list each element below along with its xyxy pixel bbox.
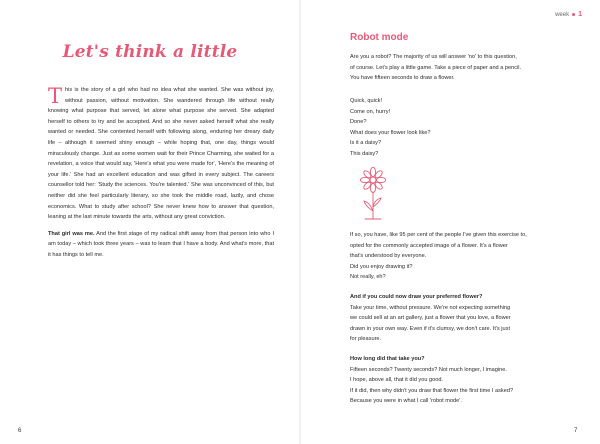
prompts-block — [350, 96, 586, 160]
after-flower-block — [350, 230, 586, 283]
intro-line: You have fifteen seconds to draw a flower. — [350, 75, 455, 82]
time-line: If it did, then why didn't you draw that flower the first time I asked? — [350, 387, 514, 394]
drop-cap: T — [48, 84, 63, 108]
daisy-drawing-icon — [356, 167, 390, 223]
prompt-line: Quick, quick! — [350, 98, 383, 104]
prompt-line: This daisy? — [350, 150, 379, 157]
right-page — [300, 0, 600, 444]
week-divider-dot — [572, 13, 575, 16]
paragraph-that-girl — [48, 229, 274, 261]
prompt-line: Is it a daisy? — [350, 140, 382, 147]
intro-line: of course. Let's play a little game. Take a piece of paper and a pencil. — [350, 64, 522, 71]
time-line: Fifteen seconds? Twenty seconds? Not much longer, I imagine. — [350, 366, 507, 373]
section-title: Robot mode — [350, 32, 409, 43]
time-line: Because you were in what I call 'robot mode'. — [350, 398, 462, 405]
intro-block — [350, 52, 586, 84]
after-flower-line: If so, you have, like 95 per cent of the people I've given this exercise to, — [350, 232, 527, 238]
prompt-line: Come on, hurry! — [350, 108, 391, 115]
time-line: I hope, above all, that it did you good. — [350, 377, 443, 384]
preferred-block — [350, 292, 586, 345]
preferred-line: drawn in your own way. Even if it's clumsy, we don't care. It's just — [350, 325, 510, 332]
body-text — [48, 85, 274, 267]
prompt-line: Done? — [350, 119, 367, 126]
page-number-right: 7 — [574, 428, 578, 434]
week-label: week — [555, 12, 570, 18]
preferred-line: we could sell at an art gallery, just a flower that you love, a flower — [350, 315, 511, 322]
story-text: his is the story of a girl who had no idea what she wanted. She was without joy, without passion, without motivation. She wandered through life without really knowing what purpose that served, let alone what purpose she served. She adapted herself to others to try and be accepted. And so she never asked herself what she really wanted or needed. She contented herself with following along, enduring her dreary daily life – although it seemed shiny enough – while hoping that, one day, things would miraculously change. Just as some women wait for their Prince Charming, she waited for a revelation, a voice that would say, 'Here's what you were made for', 'Here's the meaning of your life.' She had an excellent education and was gifted in every subject. The careers counsellor told her: 'Study the sciences. You're talented.' She was unconvinced of this, but neither did she feel particularly literary, so she took the middle road, lazily, and chose economics. What to study after school? She never knew how to answer that question, leaning at the last minute towards the arts, without any great conviction. — [48, 87, 274, 221]
after-flower-line: Did you enjoy drawing it? — [350, 263, 413, 270]
intro-line: Are you a robot? The majority of us will answer 'no' to this question, — [350, 54, 517, 60]
prompt-line: What does your flower look like? — [350, 129, 431, 136]
preferred-line: Take your time, without pressure. We're not expecting something — [350, 304, 511, 311]
page-number-left: 6 — [18, 428, 22, 434]
preferred-line: for pleasure. — [350, 336, 382, 343]
paragraph-story — [48, 85, 274, 223]
week-tag — [555, 11, 582, 18]
time-block — [350, 354, 586, 407]
after-flower-line: Not really, eh? — [350, 274, 386, 281]
emphasis-text: That girl was me. — [48, 230, 95, 237]
after-flower-line: that's understood by everyone. — [350, 253, 427, 260]
time-heading: How long did that take you? — [350, 356, 425, 362]
after-flower-line: opted for the commonly accepted image of a flower. It's a flower — [350, 242, 508, 249]
week-number: 1 — [578, 11, 582, 18]
shift-text: And the first stage of my radical shift away from that person into who I am today – which took three years – was to learn that I have a body. And what's more, that it has things to tell me. — [48, 230, 274, 258]
page-title: Let's think a little — [62, 42, 238, 62]
preferred-heading: And if you could now draw your preferred flower? — [350, 294, 483, 300]
